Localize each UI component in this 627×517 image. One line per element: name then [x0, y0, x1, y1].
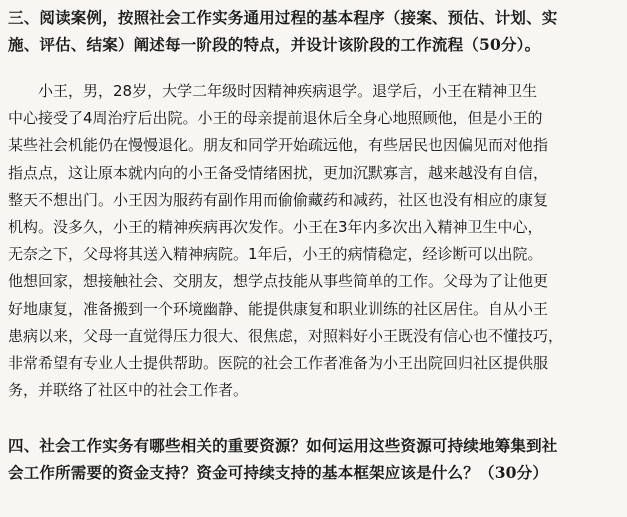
- case-line-9: 好地康复，准备搬到一个环境幽静、能提供康复和职业训练的社区居住。自从小王: [8, 299, 549, 318]
- question-3-line-1: 三、阅读案例，按照社会工作实务通用过程的基本程序（接案、预估、计划、实: [8, 8, 558, 27]
- case-text: [8, 78, 620, 404]
- case-line-2: 中心接受了4周治疗后出院。小王的母亲提前退休后全身心地照顾他，但是小王的: [8, 109, 543, 128]
- case-line-12: 务，并联络了社区中的社会工作者。: [8, 381, 249, 400]
- case-line-7: 无奈之下，父母将其送入精神病院。1年后，小王的病情稳定，经诊断可以出院。: [8, 245, 543, 264]
- question-3-line-2: 施、评估、结案）阐述每一阶段的特点，并设计该阶段的工作流程（50分）。: [8, 35, 541, 54]
- case-line-3: 某些社会机能仍在慢慢退化。朋友和同学开始疏远他，有些居民也因偏见而对他指: [8, 136, 549, 155]
- case-line-8: 他想回家，想接触社会、交朋友，想学点技能从事些简单的工作。父母为了让他更: [8, 272, 549, 291]
- case-line-1: 小王，男，28岁，大学二年级时因精神疾病退学。退学后，小王在精神卫生: [8, 82, 538, 100]
- case-line-11: 非常希望有专业人士提供帮助。医院的社会工作者准备为小王出院回归社区提供服: [8, 354, 549, 373]
- question-4-line-2: 会工作所需要的资金支持？资金可持续支持的基本框架应该是什么？（30分）: [8, 463, 549, 482]
- case-line-10: 患病以来，父母一直觉得压力很大、很焦虑，对照料好小王既没有信心也不懂技巧，: [8, 326, 564, 345]
- question-4-line-1: 四、社会工作实务有哪些相关的重要资源？如何运用这些资源可持续地筹集到社: [8, 436, 558, 455]
- question-3: [8, 4, 620, 58]
- case-line-5: 整天不想出门。小王因为服药有副作用而偷偷藏药和减药，社区也没有相应的康复: [8, 190, 549, 209]
- case-line-4: 指点点，这让原本就内向的小王备受情绪困扰，更加沉默寡言，越来越没有自信，: [8, 163, 549, 182]
- case-line-6: 机构。没多久，小王的精神疾病再次发作。小王在3年内多次出入精神卫生中心，: [8, 218, 543, 237]
- question-4: [8, 432, 620, 486]
